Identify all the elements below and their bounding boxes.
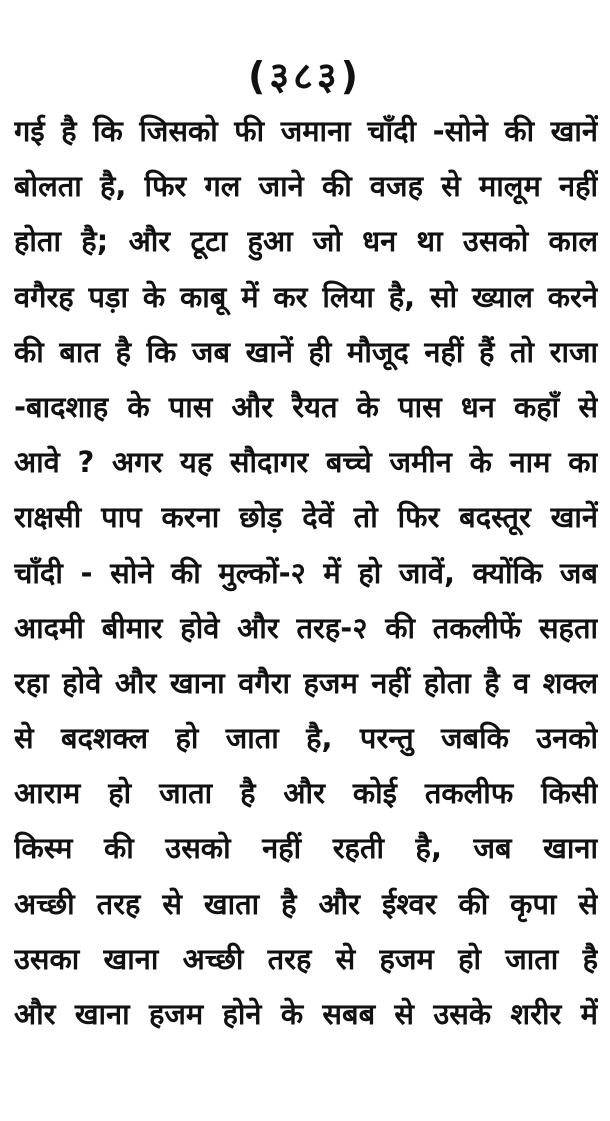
text-line: वगैरह पड़ा के काबू में कर लिया है, सो ख्याल करने [14, 279, 598, 314]
text-line: और खाना हजम होने के सबब से उसके शरीर में [14, 997, 598, 1031]
text-line: से बदशक्ल हो जाता है, परन्तु जबकि उनको [14, 721, 598, 756]
body-text [14, 104, 598, 1042]
text-line: आदमी बीमार होवे और तरह-२ की तकलीफें सहता [14, 610, 598, 645]
page-number: (३८३) [247, 54, 362, 98]
text-line: गई है कि जिसको फी जमाना चाँदी -सोने की खानें [14, 114, 598, 148]
text-line: रहा होवे और खाना वगैरा हजम नहीं होता है व शक्ल [14, 665, 598, 700]
text-line: अच्छी तरह से खाता है और ईश्वर की कृपा से [14, 886, 598, 921]
text-line: उसका खाना अच्छी तरह से हजम हो जाता है [14, 941, 598, 976]
text-line: आवे ? अगर यह सौदागर बच्चे जमीन के नाम का [14, 445, 598, 480]
text-line: -बादशाह के पास और रैयत के पास धन कहाँ से [14, 389, 598, 424]
text-line: राक्षसी पाप करना छोड़ देवें तो फिर बदस्तूर खानें [14, 500, 598, 535]
text-line: आराम हो जाता है और कोई तकलीफ किसी [14, 776, 598, 811]
text-line: चाँदी - सोने की मुल्कों-२ में हो जावें, क्योंकि जब [14, 555, 598, 590]
text-line: किस्म की उसको नहीं रहती है, जब खाना [14, 831, 598, 866]
text-line: बोलता है, फिर गल जाने की वजह से मालूम नहीं [14, 169, 598, 204]
text-line: की बात है कि जब खानें ही मौजूद नहीं हैं तो राजा [14, 334, 598, 369]
text-line: होता है; और टूटा हुआ जो धन था उसको काल [14, 224, 598, 259]
